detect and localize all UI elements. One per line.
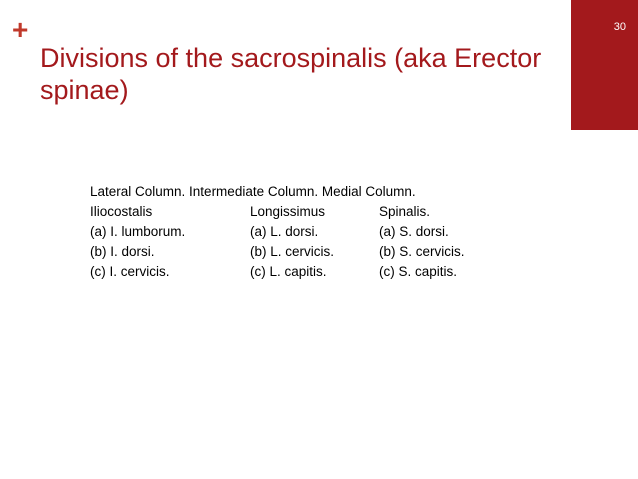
intermediate-column-cell: (b) L. cervicis. <box>250 244 335 259</box>
slide-title: Divisions of the sacrospinalis (aka Erector spinae) <box>40 43 542 105</box>
lateral-column-cell: Iliocostalis <box>90 204 153 219</box>
table-row <box>90 242 509 262</box>
page-number: 30 <box>613 21 626 33</box>
medial-column-cell: (c) S. capitis. <box>379 264 458 279</box>
table-row <box>90 262 509 282</box>
table-row <box>90 202 509 222</box>
intermediate-column-cell: (a) L. dorsi. <box>250 224 319 239</box>
medial-column-cell: (a) S. dorsi. <box>379 224 449 239</box>
intermediate-column-cell: (c) L. capitis. <box>250 264 327 279</box>
intermediate-column-cell: Longissimus <box>250 204 326 219</box>
lateral-column-cell: (b) I. dorsi. <box>90 244 155 259</box>
plus-icon: + <box>12 14 29 45</box>
page-number-badge <box>571 0 638 130</box>
divisions-table <box>90 182 509 282</box>
table-row <box>90 222 509 242</box>
lateral-column-cell: (a) I. lumborum. <box>90 224 186 239</box>
lateral-column-cell: (c) I. cervicis. <box>90 264 170 279</box>
medial-column-cell: (b) S. cervicis. <box>379 244 465 259</box>
column-header-line: Lateral Column. Intermediate Column. Medial Column. <box>90 184 416 199</box>
medial-column-cell: Spinalis. <box>379 204 431 219</box>
